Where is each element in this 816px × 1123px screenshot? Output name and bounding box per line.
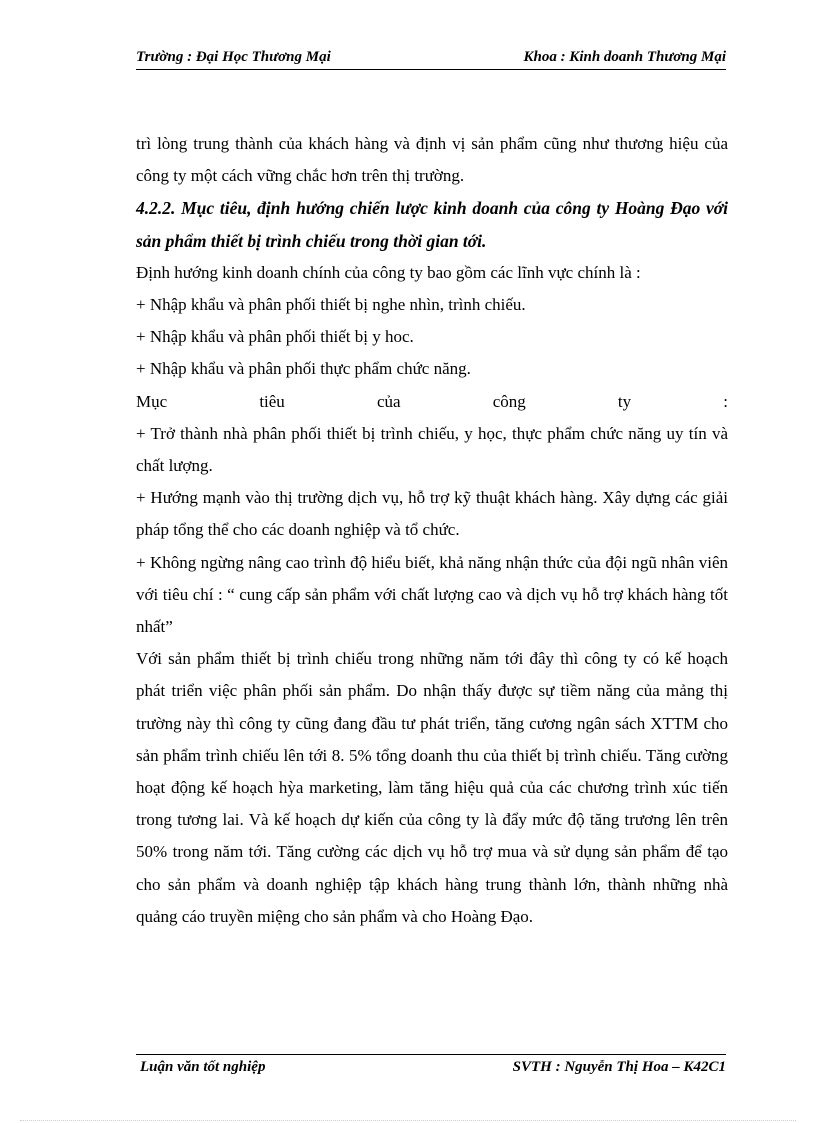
goal-word: : [723, 391, 728, 411]
header-faculty: Khoa : Kinh doanh Thương Mại [523, 49, 726, 65]
goal-word: ty [617, 391, 632, 411]
bullet-item: + Nhập khẩu và phân phối thiết bị y hoc. [136, 327, 414, 347]
page-edge-divider [20, 1120, 796, 1121]
goal-word: Mục [136, 391, 168, 411]
page-body [136, 128, 728, 933]
goal-item: + Không ngừng nâng cao trình độ hiểu biết, khả năng nhận thức của đội ngũ nhân viên với tiêu chí : “ cung cấp sản phẩm với chất lượng cao và dịch vụ hỗ trợ khách hàng tốt nhất” [136, 552, 728, 637]
bullet-item: + Nhập khẩu và phân phối thiết bị nghe nhìn, trình chiếu. [136, 295, 526, 315]
paragraph-intro: trì lòng trung thành của khách hàng và định vị sản phẩm cũng như thương hiệu của công ty một cách vững chắc hơn trên thị trường. [136, 134, 728, 186]
footer-student: SVTH : Nguyễn Thị Hoa – K42C1 [512, 1059, 726, 1075]
paragraph-plan: Với sản phẩm thiết bị trình chiếu trong những năm tới đây thì công ty có kế hoạch phát triển việc phân phối sản phẩm. Do nhận thấy được sự tiềm năng của mảng thị trường này thì công ty cũng đang đầu tư phát triển, tăng cương ngân sách XTTM cho sản phẩm trình chiếu lên tới 8. 5% tổng doanh thu của thiết bị trình chiếu. Tăng cường hoạt động kế hoạch hỳa marketing, làm tăng hiệu quả của các chương trình xúc tiến trong tương lai. Và kế hoạch dự kiến của công ty là đẩy mức độ tăng trương lên trên 50% trong năm tới. Tăng cường các dịch vụ hỗ trợ mua và sử dụng sản phẩm để tạo cho sản phẩm và doanh nghiệp tập khách hàng trung thành lớn, thành những nhà quảng cáo truyền miệng cho sản phẩm và cho Hoàng Đạo. [136, 649, 728, 926]
footer-divider [136, 1054, 726, 1055]
section-heading: 4.2.2. Mục tiêu, định hướng chiến lược kinh doanh của công ty Hoàng Đạo với sản phẩm thiết bị trình chiếu trong thời gian tới. [136, 198, 728, 251]
goal-item: + Trở thành nhà phân phối thiết bị trình chiếu, y học, thực phẩm chức năng uy tín và chất lượng. [136, 423, 728, 476]
goal-word: công [492, 391, 526, 411]
page-header [136, 47, 726, 70]
goal-title [136, 386, 728, 418]
header-school: Trường : Đại Học Thương Mại [136, 49, 331, 65]
paragraph-orientation: Định hướng kinh doanh chính của công ty bao gồm các lĩnh vực chính là : [136, 262, 641, 282]
bullet-item: + Nhập khẩu và phân phối thực phẩm chức năng. [136, 359, 471, 379]
goal-word: tiêu [259, 391, 285, 411]
goal-word: của [376, 391, 401, 411]
goal-item: + Hướng mạnh vào thị trường dịch vụ, hỗ trợ kỹ thuật khách hàng. Xây dựng các giải pháp tổng thể cho các doanh nghiệp và tổ chức. [136, 488, 728, 540]
footer-thesis: Luận văn tốt nghiệp [140, 1059, 266, 1075]
